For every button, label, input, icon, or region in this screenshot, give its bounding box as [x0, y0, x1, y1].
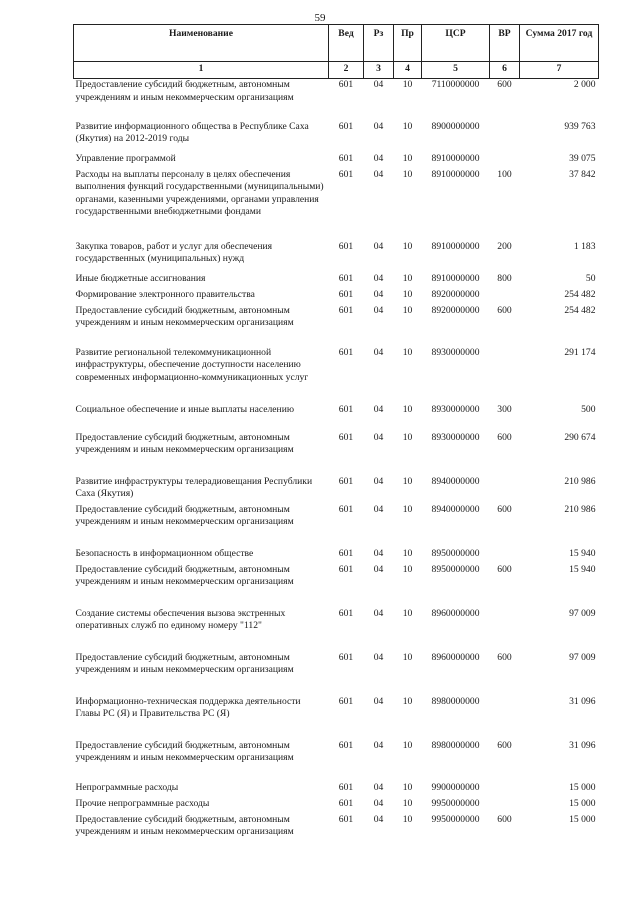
table-body	[74, 79, 599, 842]
table-row	[74, 241, 599, 273]
cell-ved: 601	[338, 781, 354, 793]
cell-rz: 04	[373, 79, 384, 90]
cell-name: Предоставление субсидий бюджетным, автономным учреждениям и иным некоммерческим организациям	[75, 739, 294, 764]
cell-csr: 8910000000	[431, 168, 480, 180]
cell-name: Развитие инфраструктуры телерадиовещания Республики Саха (Якутия)	[75, 475, 313, 500]
cell-ved: 601	[338, 120, 354, 132]
cell-sum: 97 009	[569, 607, 596, 619]
cell-rz: 04	[373, 304, 384, 316]
cell-ved: 601	[338, 563, 354, 575]
cell-rz: 04	[373, 403, 384, 415]
cell-ved: 601	[338, 651, 354, 663]
cell-pr: 10	[402, 651, 413, 663]
cell-pr: 10	[402, 695, 413, 707]
cell-csr: 8940000000	[431, 475, 480, 487]
cell-csr: 8980000000	[431, 695, 480, 707]
cell-name: Развитие региональной телекоммуникационной инфраструктуры, обеспечение доступности населению современных информационно-коммуникационных услуг	[75, 346, 309, 383]
cell-ved: 601	[338, 739, 354, 751]
header-pr: Пр	[394, 25, 422, 62]
cell-sum: 15 000	[569, 781, 596, 793]
cell-rz: 04	[373, 607, 384, 619]
cell-vr: 600	[497, 813, 512, 825]
cell-csr: 8910000000	[431, 152, 480, 164]
table-row	[74, 153, 599, 169]
cell-sum: 39 075	[569, 152, 596, 164]
cell-ved: 601	[338, 152, 354, 164]
cell-pr: 10	[402, 431, 413, 443]
cell-csr: 8910000000	[431, 272, 480, 284]
cell-csr: 8910000000	[431, 240, 480, 252]
header-name: Наименование	[74, 25, 329, 62]
table-row	[74, 404, 599, 432]
cell-pr: 10	[402, 503, 413, 515]
header-csr: ЦСР	[422, 25, 490, 62]
cell-ved: 601	[338, 475, 354, 487]
cell-vr	[490, 782, 520, 798]
cell-ved: 601	[338, 547, 354, 559]
cell-rz: 04	[373, 120, 384, 132]
cell-vr	[490, 289, 520, 305]
cell-vr: 600	[497, 503, 512, 515]
cell-pr: 10	[402, 152, 413, 164]
cell-sum: 15 000	[569, 813, 596, 825]
cell-sum: 31 096	[569, 695, 596, 707]
cell-csr: 7110000000	[431, 79, 480, 90]
cell-vr: 600	[497, 79, 512, 90]
table-row	[74, 169, 599, 241]
table-row	[74, 121, 599, 153]
cell-pr: 10	[402, 120, 413, 132]
column-number: 7	[520, 62, 599, 79]
cell-csr: 8980000000	[431, 739, 480, 751]
cell-name: Информационно-техническая поддержка деятельности Главы РС (Я) и Правительства РС (Я)	[75, 695, 301, 720]
cell-pr: 10	[402, 475, 413, 487]
cell-rz: 04	[373, 503, 384, 515]
cell-sum: 210 986	[564, 503, 596, 515]
cell-ved: 601	[338, 431, 354, 443]
cell-csr: 8920000000	[431, 304, 480, 316]
cell-pr: 10	[402, 240, 413, 252]
cell-name: Социальное обеспечение и иные выплаты населению	[75, 403, 294, 415]
cell-ved: 601	[338, 168, 354, 180]
cell-ved: 601	[338, 503, 354, 515]
cell-vr: 600	[497, 563, 512, 575]
cell-vr	[490, 153, 520, 169]
cell-csr: 9900000000	[431, 781, 480, 793]
cell-ved: 601	[338, 304, 354, 316]
cell-name: Создание системы обеспечения вызова экстренных оперативных служб по единому номеру "112"	[75, 607, 286, 632]
cell-sum: 210 986	[564, 475, 596, 487]
cell-pr: 10	[402, 346, 413, 358]
cell-sum: 31 096	[569, 739, 596, 751]
cell-sum: 15 000	[569, 797, 596, 809]
cell-sum: 500	[581, 403, 596, 415]
cell-pr: 10	[402, 547, 413, 559]
cell-vr: 600	[497, 304, 512, 316]
cell-rz: 04	[373, 781, 384, 793]
cell-sum: 15 940	[569, 547, 596, 559]
cell-name: Формирование электронного правительства	[75, 288, 255, 300]
cell-pr: 10	[402, 607, 413, 619]
cell-ved: 601	[338, 403, 354, 415]
cell-rz: 04	[373, 152, 384, 164]
table-row	[74, 814, 599, 842]
cell-vr: 600	[497, 431, 512, 443]
cell-csr: 8960000000	[431, 651, 480, 663]
column-number-row	[74, 62, 599, 79]
cell-vr: 600	[497, 651, 512, 663]
cell-vr	[490, 608, 520, 652]
column-number: 6	[490, 62, 520, 79]
cell-ved: 601	[338, 695, 354, 707]
cell-ved: 601	[338, 813, 354, 825]
cell-csr: 8960000000	[431, 607, 480, 619]
cell-rz: 04	[373, 563, 384, 575]
cell-csr: 8930000000	[431, 431, 480, 443]
cell-rz: 04	[373, 168, 384, 180]
cell-rz: 04	[373, 695, 384, 707]
header-ved: Вед	[329, 25, 364, 62]
cell-vr: 100	[497, 168, 512, 180]
cell-pr: 10	[402, 563, 413, 575]
cell-rz: 04	[373, 813, 384, 825]
table-row	[74, 548, 599, 564]
column-number: 5	[422, 62, 490, 79]
cell-ved: 601	[338, 272, 354, 284]
cell-sum: 50	[585, 272, 596, 284]
table-row	[74, 564, 599, 608]
cell-csr: 8900000000	[431, 120, 480, 132]
cell-vr	[490, 347, 520, 404]
cell-name: Управление программой	[75, 152, 176, 164]
header-vr: ВР	[490, 25, 520, 62]
cell-vr	[490, 476, 520, 504]
column-number: 1	[74, 62, 329, 79]
cell-rz: 04	[373, 797, 384, 809]
cell-name: Предоставление субсидий бюджетным, автономным учреждениям и иным некоммерческим организациям	[75, 431, 294, 456]
cell-sum: 1 183	[573, 240, 596, 252]
cell-name: Предоставление субсидий бюджетным, автономным учреждениям и иным некоммерческим организациям	[75, 651, 294, 676]
table-row	[74, 504, 599, 548]
cell-vr: 200	[497, 240, 512, 252]
cell-pr: 10	[402, 272, 413, 284]
cell-name: Закупка товаров, работ и услуг для обеспечения государственных (муниципальных) нужд	[75, 240, 273, 265]
cell-sum: 254 482	[564, 304, 596, 316]
cell-name: Расходы на выплаты персоналу в целях обеспечения выполнения функций государственными (муниципальными) органами, казенными учреждениями, органами управления государственными внебюджетными фондами	[75, 168, 324, 218]
cell-ved: 601	[338, 288, 354, 300]
cell-vr	[490, 548, 520, 564]
cell-name: Предоставление субсидий бюджетным, автономным учреждениям и иным некоммерческим организациям	[75, 79, 294, 103]
cell-ved: 601	[338, 607, 354, 619]
cell-sum: 37 842	[569, 168, 596, 180]
table-row	[74, 798, 599, 814]
cell-sum: 290 674	[564, 431, 596, 443]
cell-name: Предоставление субсидий бюджетным, автономным учреждениям и иным некоммерческим организациям	[75, 304, 294, 329]
cell-name: Непрограммные расходы	[75, 781, 179, 793]
cell-vr: 300	[497, 403, 512, 415]
cell-vr: 600	[497, 739, 512, 751]
cell-vr	[490, 696, 520, 740]
cell-csr: 8950000000	[431, 563, 480, 575]
header-row	[74, 25, 599, 62]
cell-name: Прочие непрограммные расходы	[75, 797, 210, 809]
cell-csr: 8940000000	[431, 503, 480, 515]
cell-rz: 04	[373, 431, 384, 443]
cell-pr: 10	[402, 797, 413, 809]
cell-sum: 2 000	[573, 79, 596, 90]
table-row	[74, 273, 599, 289]
cell-rz: 04	[373, 346, 384, 358]
column-number: 4	[394, 62, 422, 79]
cell-name: Предоставление субсидий бюджетным, автономным учреждениям и иным некоммерческим организациям	[75, 813, 294, 838]
cell-sum: 939 763	[564, 120, 596, 132]
cell-ved: 601	[338, 797, 354, 809]
table-row	[74, 696, 599, 740]
cell-pr: 10	[402, 168, 413, 180]
table-row	[74, 79, 599, 121]
page-number: 59	[314, 12, 326, 24]
cell-pr: 10	[402, 813, 413, 825]
cell-rz: 04	[373, 272, 384, 284]
cell-rz: 04	[373, 240, 384, 252]
cell-sum: 291 174	[564, 346, 596, 358]
cell-ved: 601	[338, 79, 354, 90]
table-row	[74, 289, 599, 305]
table-row	[74, 652, 599, 696]
cell-rz: 04	[373, 288, 384, 300]
cell-rz: 04	[373, 475, 384, 487]
table-row	[74, 305, 599, 347]
cell-ved: 601	[338, 346, 354, 358]
table-row	[74, 782, 599, 798]
cell-sum: 254 482	[564, 288, 596, 300]
header-rz: Рз	[364, 25, 394, 62]
column-number: 2	[329, 62, 364, 79]
table-row	[74, 476, 599, 504]
table-row	[74, 740, 599, 782]
table-row	[74, 608, 599, 652]
cell-pr: 10	[402, 739, 413, 751]
cell-rz: 04	[373, 651, 384, 663]
cell-sum: 15 940	[569, 563, 596, 575]
cell-pr: 10	[402, 781, 413, 793]
cell-csr: 8950000000	[431, 547, 480, 559]
cell-rz: 04	[373, 547, 384, 559]
cell-name: Предоставление субсидий бюджетным, автономным учреждениям и иным некоммерческим организациям	[75, 503, 294, 528]
cell-csr: 9950000000	[431, 813, 480, 825]
table-row	[74, 432, 599, 476]
cell-name: Иные бюджетные ассигнования	[75, 272, 206, 284]
table-row	[74, 347, 599, 404]
header-sum: Сумма 2017 год	[520, 25, 599, 62]
cell-csr: 9950000000	[431, 797, 480, 809]
cell-name: Предоставление субсидий бюджетным, автономным учреждениям и иным некоммерческим организациям	[75, 563, 294, 588]
cell-sum: 97 009	[569, 651, 596, 663]
budget-table	[73, 24, 599, 842]
cell-name: Развитие информационного общества в Республике Саха (Якутия) на 2012-2019 годы	[75, 120, 309, 145]
cell-vr	[490, 121, 520, 153]
cell-csr: 8930000000	[431, 346, 480, 358]
cell-csr: 8930000000	[431, 403, 480, 415]
column-number: 3	[364, 62, 394, 79]
cell-pr: 10	[402, 304, 413, 316]
cell-ved: 601	[338, 240, 354, 252]
cell-rz: 04	[373, 739, 384, 751]
cell-vr: 800	[497, 272, 512, 284]
cell-name: Безопасность в информационном обществе	[75, 547, 254, 559]
cell-pr: 10	[402, 288, 413, 300]
cell-pr: 10	[402, 403, 413, 415]
cell-csr: 8920000000	[431, 288, 480, 300]
cell-pr: 10	[402, 79, 413, 90]
cell-vr	[490, 798, 520, 814]
